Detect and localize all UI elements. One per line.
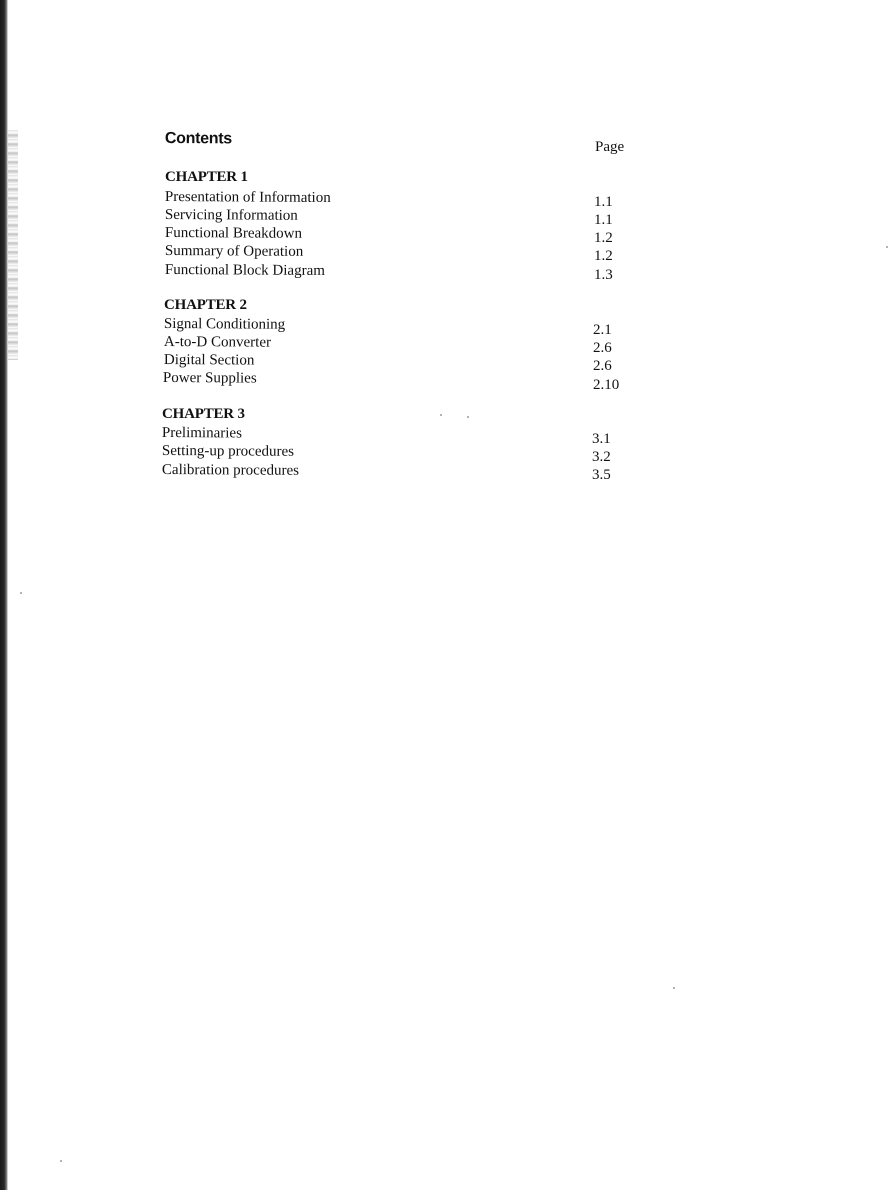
scan-dust xyxy=(673,987,675,989)
toc-entry-page: 1.2 xyxy=(594,230,613,246)
toc-entry-label: Power Supplies xyxy=(162,370,257,387)
toc-entry-page: 3.1 xyxy=(592,431,611,447)
toc-entry-page: 2.1 xyxy=(593,322,612,338)
chapter-title: CHAPTER 1 xyxy=(165,169,248,185)
toc-entry-label: Presentation of Information xyxy=(164,189,331,207)
toc-entry-label: Signal Conditioning xyxy=(163,316,286,333)
toc-entry-label: Functional Block Diagram xyxy=(164,262,325,279)
toc-entry-page: 1.1 xyxy=(594,194,613,210)
chapter-title: CHAPTER 2 xyxy=(164,297,247,313)
toc-entry-label: A-to-D Converter xyxy=(163,334,272,351)
toc-entry-page: 1.3 xyxy=(594,267,613,283)
scan-binding-edge xyxy=(0,0,8,1190)
toc-entry-label: Calibration procedures xyxy=(161,462,300,479)
page-column-heading: Page xyxy=(595,139,625,155)
toc-entry-page: 3.2 xyxy=(592,449,611,465)
scan-dust xyxy=(886,246,888,248)
toc-entry-page: 3.5 xyxy=(592,467,611,483)
toc-entry-label: Digital Section xyxy=(163,352,255,369)
scan-dust xyxy=(20,592,22,594)
toc-entry-label: Summary of Operation xyxy=(164,243,304,260)
toc-entry-page: 1.1 xyxy=(594,212,613,228)
scan-dust xyxy=(60,1160,62,1162)
scan-binding-speckle xyxy=(8,130,18,360)
toc-entry-label: Servicing Information xyxy=(164,207,298,224)
chapter-title: CHAPTER 3 xyxy=(162,406,245,422)
toc-entry-page: 1.2 xyxy=(594,248,613,264)
toc-entry-label: Preliminaries xyxy=(161,425,242,442)
toc-entry-label: Setting-up procedures xyxy=(161,443,295,460)
toc-entry-page: 2.6 xyxy=(593,340,612,356)
contents-heading: Contents xyxy=(164,130,232,148)
toc-entry-page: 2.6 xyxy=(593,358,612,374)
scan-dust xyxy=(440,414,442,416)
toc-entry-page: 2.10 xyxy=(593,377,620,393)
toc-entry-label: Functional Breakdown xyxy=(164,225,303,242)
scan-dust xyxy=(467,416,469,418)
